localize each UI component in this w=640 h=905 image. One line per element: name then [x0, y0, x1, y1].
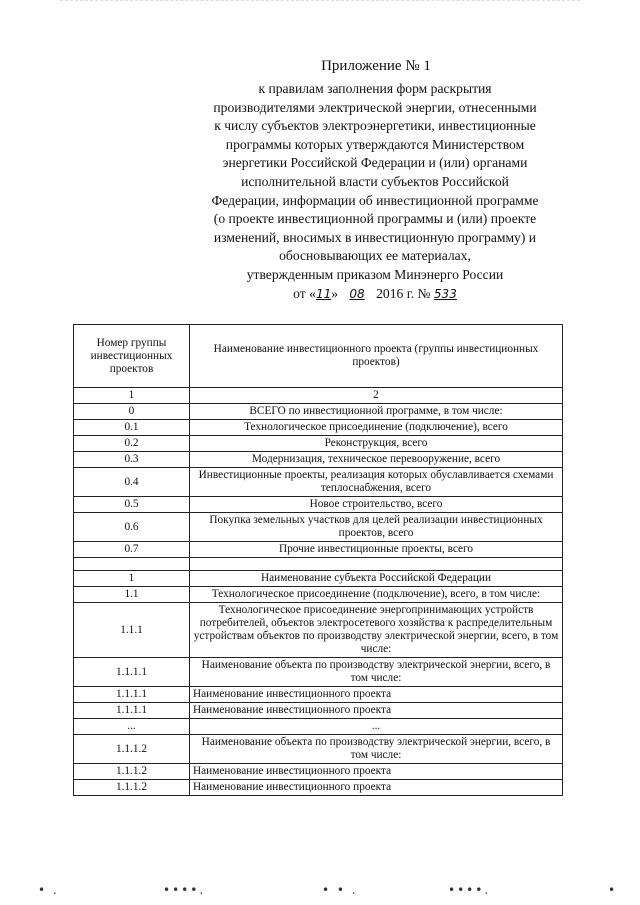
table-row	[74, 558, 563, 571]
project-name-cell: Покупка земельных участков для целей реализации инвестиционных проектов, всего	[190, 513, 563, 542]
table-row	[74, 603, 563, 658]
table-row	[74, 404, 563, 420]
project-name-cell: Инвестиционные проекты, реализация которых обуславливается схемами теплоснабжения, всего	[190, 468, 563, 497]
project-name-cell	[190, 558, 563, 571]
project-name-cell: Наименование инвестиционного проекта	[190, 687, 563, 703]
table-row	[74, 497, 563, 513]
table-row	[74, 735, 563, 764]
quote-close: »	[331, 285, 339, 301]
group-number-cell: 0.2	[74, 436, 190, 452]
group-number-cell: 1.1.1.2	[74, 764, 190, 780]
year-text: 2016 г. №	[376, 285, 431, 301]
header-project-name: Наименование инвестиционного проекта (группы инвестиционных проектов)	[190, 325, 563, 388]
intro-line: производителями электрической энергии, отнесенными	[213, 99, 537, 115]
scan-artifact-dots: ••••.	[448, 883, 491, 897]
column-number-row	[74, 388, 563, 404]
intro-line: программы которых утверждаются Министерством	[225, 136, 525, 152]
project-name-cell: Наименование инвестиционного проекта	[190, 780, 563, 796]
intro-line: к числу субъектов электроэнергетики, инвестиционные	[214, 118, 536, 134]
intro-line: к правилам заполнения форм раскрытия	[258, 81, 492, 96]
intro-line: обосновывающих ее материалах,	[279, 248, 471, 264]
project-name-cell: Технологическое присоединение энергопринимающих устройств потребителей, объектов электросетевого хозяйства к распределительным устройствам объектов по производству электрической энергии, всего, в том числе:	[190, 603, 563, 658]
table-row	[74, 542, 563, 558]
table-row	[74, 468, 563, 497]
table-row	[74, 658, 563, 687]
group-number-cell: 1.1.1.2	[74, 780, 190, 796]
intro-line: утвержденным приказом Минэнерго России	[246, 266, 504, 282]
scan-artifact-dots: • • .	[322, 883, 358, 897]
table-row	[74, 719, 563, 735]
order-date-line	[185, 285, 565, 304]
header-group-number: Номер группы инвестиционных проектов	[74, 325, 190, 388]
project-name-cell: Технологическое присоединение (подключение), всего	[190, 420, 563, 436]
table-row	[74, 571, 563, 587]
table-row	[74, 687, 563, 703]
group-number-cell: 1.1.1.1	[74, 703, 190, 719]
group-number-cell: ...	[74, 719, 190, 735]
intro-line: изменений, вносимых в инвестиционную программу) и	[213, 229, 537, 245]
project-name-cell: Наименование субъекта Российской Федерации	[190, 571, 563, 587]
column-number: 2	[190, 388, 563, 404]
scan-artifact-dots: ••••.	[163, 883, 206, 897]
handwritten-order-number: 533	[433, 286, 457, 301]
project-name-cell: Прочие инвестиционные проекты, всего	[190, 542, 563, 558]
group-number-cell	[74, 558, 190, 571]
project-name-cell: Наименование объекта по производству электрической энергии, всего, в том числе:	[190, 658, 563, 687]
table-row	[74, 587, 563, 603]
scan-artifact-dots: • .	[38, 883, 59, 897]
group-number-cell: 1.1.1.2	[74, 735, 190, 764]
table-row	[74, 452, 563, 468]
group-number-cell: 0.6	[74, 513, 190, 542]
scan-artifact-top	[60, 0, 580, 5]
table-row	[74, 436, 563, 452]
appendix-title: Приложение № 1	[321, 58, 431, 74]
table-row	[74, 703, 563, 719]
table-row	[74, 513, 563, 542]
group-number-cell: 1.1	[74, 587, 190, 603]
project-name-cell: Наименование инвестиционного проекта	[190, 703, 563, 719]
handwritten-month: 08	[349, 286, 365, 301]
project-name-cell: ВСЕГО по инвестиционной программе, в том числе:	[190, 404, 563, 420]
project-name-cell: ...	[190, 719, 563, 735]
intro-line: (о проекте инвестиционной программы и (или) проекте	[213, 211, 537, 227]
group-number-cell: 1.1.1.1	[74, 658, 190, 687]
group-number-cell: 0	[74, 404, 190, 420]
project-name-cell: Наименование объекта по производству электрической энергии, всего, в том числе:	[190, 735, 563, 764]
project-name-cell: Наименование инвестиционного проекта	[190, 764, 563, 780]
project-name-cell: Модернизация, техническое перевооружение, всего	[190, 452, 563, 468]
intro-line: Федерации, информации об инвестиционной программе	[211, 192, 539, 208]
group-number-cell: 0.7	[74, 542, 190, 558]
group-number-cell: 0.1	[74, 420, 190, 436]
group-number-cell: 0.3	[74, 452, 190, 468]
intro-line: исполнительной власти субъектов Российской	[241, 173, 509, 189]
project-name-cell: Технологическое присоединение (подключение), всего, в том числе:	[190, 587, 563, 603]
table-header-row	[74, 325, 563, 388]
group-number-cell: 1.1.1	[74, 603, 190, 658]
group-number-cell: 0.5	[74, 497, 190, 513]
intro-line: энергетики Российской Федерации и (или) органами	[222, 155, 528, 171]
table-row	[74, 780, 563, 796]
appendix-intro	[185, 80, 565, 303]
group-number-cell: 1	[74, 571, 190, 587]
project-name-cell: Реконструкция, всего	[190, 436, 563, 452]
column-number: 1	[74, 388, 190, 404]
group-number-cell: 1.1.1.1	[74, 687, 190, 703]
investment-projects-table	[73, 324, 563, 796]
handwritten-day: 11	[315, 286, 332, 301]
table-row	[74, 420, 563, 436]
date-prefix: от «	[293, 285, 316, 301]
group-number-cell: 0.4	[74, 468, 190, 497]
table-row	[74, 764, 563, 780]
project-name-cell: Новое строительство, всего	[190, 497, 563, 513]
scan-artifact-dots: •	[608, 883, 618, 897]
